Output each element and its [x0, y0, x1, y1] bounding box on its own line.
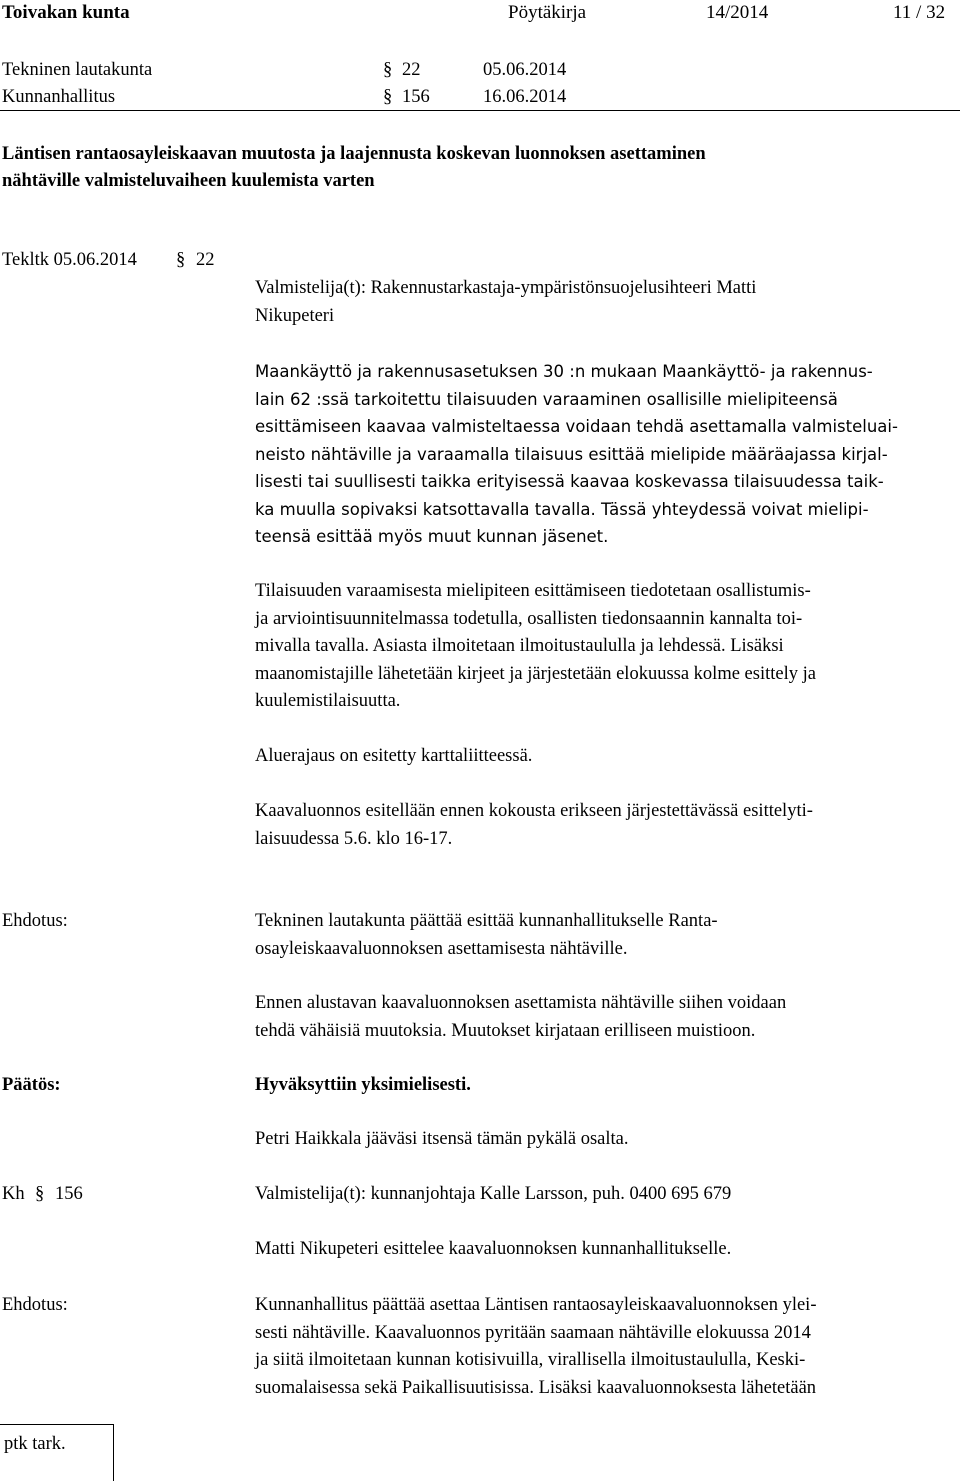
- teklt-proposal: Tekninen lautakunta päättää esittää kunnanhallitukselle Ranta- osayleiskaavaluonnoksen asettamisesta nähtäville.: [255, 911, 718, 959]
- section-sign: §: [383, 87, 393, 107]
- page-number: 11 / 32: [893, 2, 946, 23]
- teklt-paragraph-4: Kaavaluonnos esitellään ennen kokousta erikseen järjestettävässä esittelyti- laisuudessa 5.6. klo 16-17.: [255, 801, 813, 849]
- header-section-2: 156: [402, 87, 430, 107]
- header-body-2: Kunnanhallitus: [2, 87, 116, 107]
- header-date-1: 05.06.2014: [483, 60, 567, 80]
- header-section-1: 22: [402, 60, 421, 80]
- kh-section: 156: [55, 1184, 83, 1204]
- teklt-proposal-2: Ennen alustavan kaavaluonnoksen asettamista nähtäville siihen voidaan tehdä vähäisiä muutoksia. Muutokset kirjataan erilliseen muistioon.: [255, 993, 787, 1041]
- header-date-2: 16.06.2014: [483, 87, 567, 107]
- teklt-preparer: Valmistelija(t): Rakennustarkastaja-ympäristönsuojelusihteeri Matti Nikupeteri: [255, 278, 757, 326]
- kh-proposal: Kunnanhallitus päättää asettaa Läntisen rantaosayleiskaavaluonnoksen ylei- sesti nähtäville. Kaavaluonnos pyritään saamaan nähtäville elokuussa 2014 ja siitä ilmoitetaan kunnan kotisivuilla, virallisella ilmoitustaululla, Keski- suomalaisessa sekä Paikallisuutisissa. Lisäksi kaavaluonnoksesta lähetetään: [255, 1295, 817, 1398]
- kh-preparer: Valmistelija(t): kunnanjohtaja Kalle Larsson, puh. 0400 695 679: [255, 1184, 732, 1204]
- minutes-check-box: [0, 1424, 114, 1481]
- teklt-label: Tekltk 05.06.2014: [2, 250, 137, 270]
- minutes-number: 14/2014: [706, 2, 769, 23]
- header-divider: [0, 110, 960, 111]
- document-type: Pöytäkirja: [508, 2, 587, 23]
- decision-label: Päätös:: [2, 1075, 61, 1095]
- title-line: Läntisen rantaosayleiskaavan muutosta ja laajennusta koskevan luonnoksen asettaminen: [2, 144, 706, 164]
- header-body-1: Tekninen lautakunta: [2, 60, 153, 80]
- teklt-section: 22: [196, 250, 215, 270]
- kh-label: Kh: [2, 1184, 25, 1204]
- proposal-label: Ehdotus:: [2, 911, 68, 931]
- decision-text: Hyväksyttiin yksimielisesti.: [255, 1075, 471, 1095]
- section-sign: §: [176, 250, 186, 270]
- teklt-paragraph-2: Tilaisuuden varaamisesta mielipiteen esittämiseen tiedotetaan osallistumis- ja arviointisuunnitelmassa todetulla, osallisten tiedonsaannin kannalta toi- mivalla tavalla. Asiasta ilmoitetaan ilmoitustaululla ja lehdessä. Lisäksi maanomistajille lähetetään kirjeet ja järjestetään elokuussa kolme esittely ja kuulemistilaisuutta.: [255, 581, 816, 711]
- kh-intro: Matti Nikupeteri esittelee kaavaluonnoksen kunnanhallitukselle.: [255, 1239, 732, 1259]
- kh-proposal-label: Ehdotus:: [2, 1295, 68, 1315]
- section-sign: §: [35, 1184, 45, 1204]
- disqualification-note: Petri Haikkala jääväsi itsensä tämän pykälä osalta.: [255, 1129, 629, 1149]
- teklt-paragraph-3: Aluerajaus on esitetty karttaliitteessä.: [255, 746, 533, 766]
- section-sign: §: [383, 60, 393, 80]
- teklt-paragraph-1: Maankäyttö ja rakennusasetuksen 30 :n mukaan Maankäyttö- ja rakennus- lain 62 :ssä tarkoitettu tilaisuuden varaaminen osallisille mielipiteensä esittämiseen kaavaa valmisteltaessa voidaan tehdä asettamalla valmisteluai- neisto nähtäville ja varaamalla tilaisuus esittää mielipide määräajassa kirjal- lisesti tai suullisesti taikka erityisessä kaavaa koskevassa tilaisuudessa taik- ka muulla sopivaksi katsottavalla tavalla. Tässä yhteydessä voivat mielipi- teensä esittää myös muut kunnan jäsenet.: [255, 362, 898, 546]
- organization-name: Toivakan kunta: [2, 2, 130, 23]
- item-title: [2, 141, 706, 195]
- minutes-check-label: ptk tark.: [4, 1434, 66, 1454]
- title-line: nähtäville valmisteluvaiheen kuulemista varten: [2, 171, 375, 191]
